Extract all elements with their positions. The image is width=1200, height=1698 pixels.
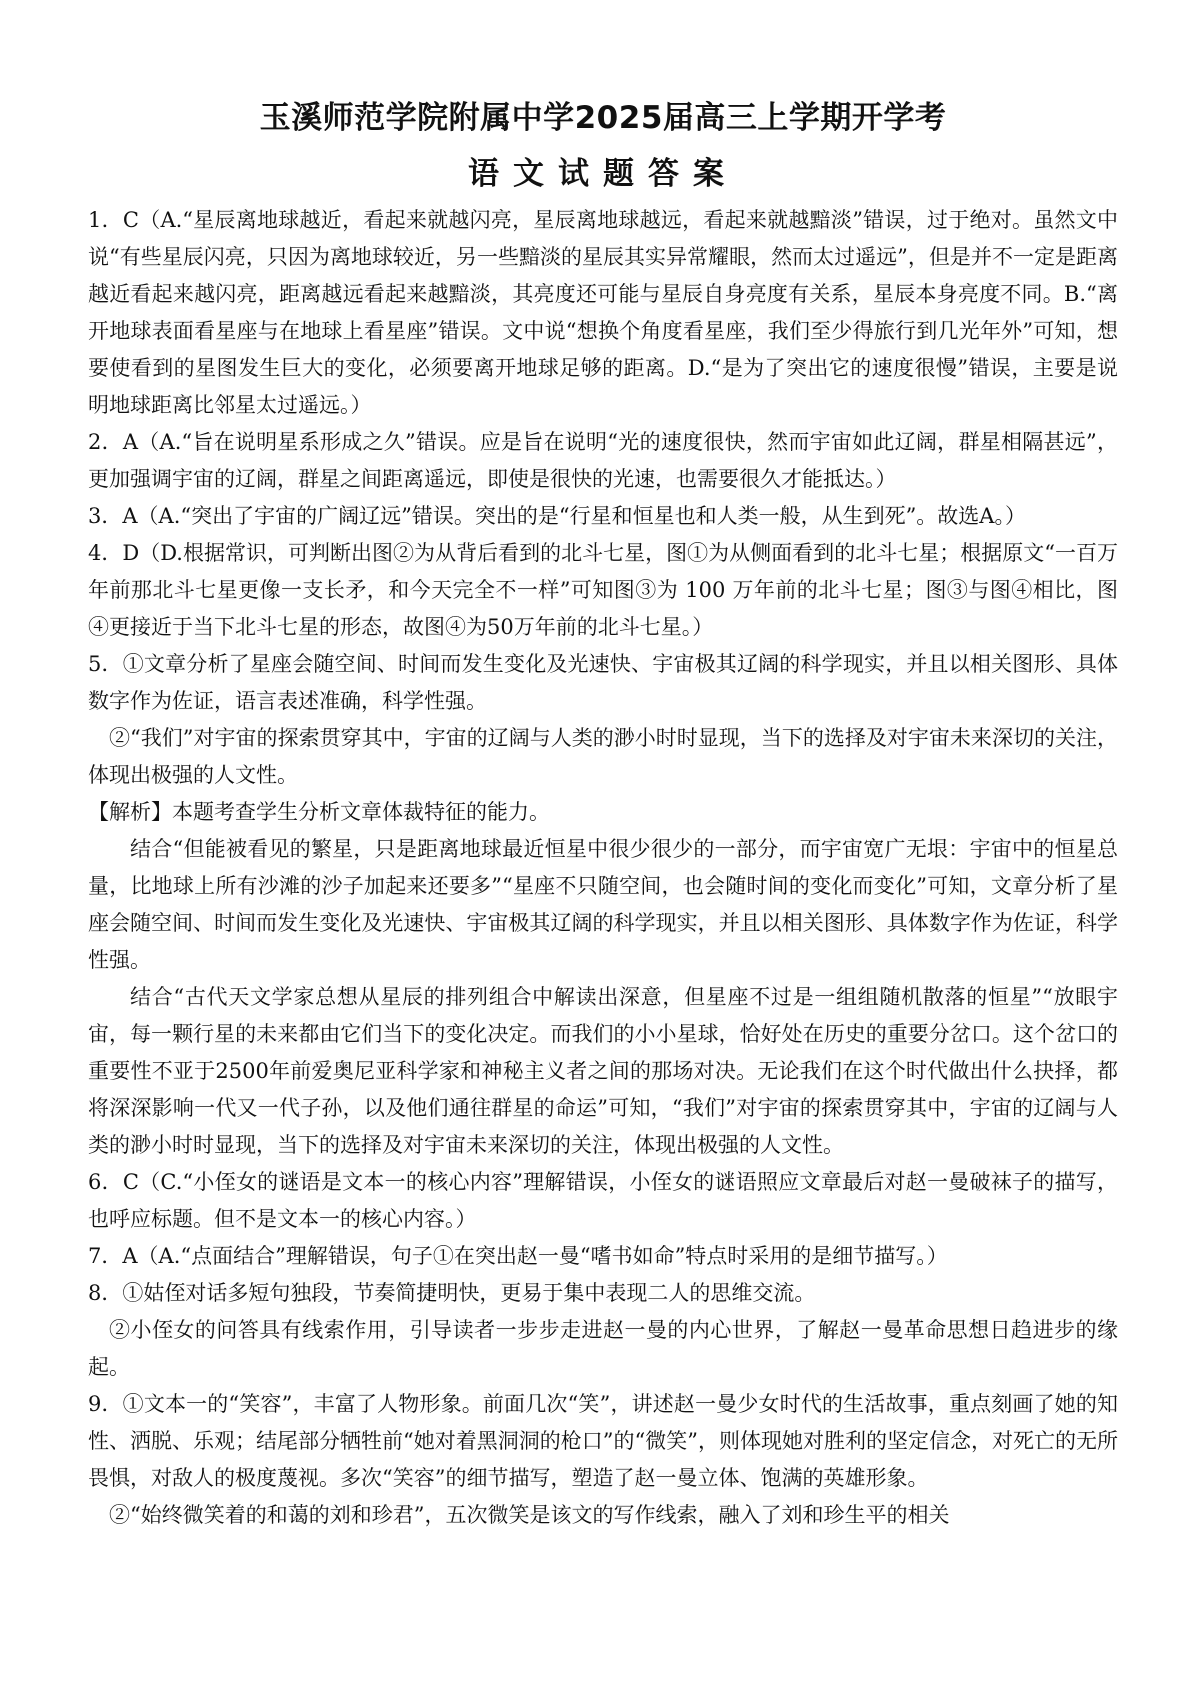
answer-5-analysis-paragraph-2: 结合“古代天文学家总想从星辰的排列组合中解读出深意，但星座不过是一组组随机散落的恒星”“放眼宇宙，每一颗行星的未来都由它们当下的变化决定。而我们的小小星球，恰好处在历史的重要分岔口。这个岔口的重要性不亚于2500年前爱奥尼亚科学家和神秘主义者之间的那场对决。无论我们在这个时代做出什么抉择，都将深深影响一代又一代子孙，以及他们通往群星的命运”可知，“我们”对宇宙的探索贯穿其中，宇宙的辽阔与人类的渺小时时显现，当下的选择及对宇宙未来深切的关注，体现出极强的人文性。 <box>88 985 1118 1157</box>
answer-5-point-2: ②“我们”对宇宙的探索贯穿其中，宇宙的辽阔与人类的渺小时时显现，当下的选择及对宇宙未来深切的关注，体现出极强的人文性。 <box>88 726 1118 787</box>
answer-5-point-1: 5．①文章分析了星座会随空间、时间而发生变化及光速快、宇宙极其辽阔的科学现实，并且以相关图形、具体数字作为佐证，语言表述准确，科学性强。 <box>88 652 1118 713</box>
answer-3: 3．A（A.“突出了宇宙的广阔辽远”错误。突出的是“行星和恒星也和人类一般，从生到死”。故选A。） <box>88 504 1026 528</box>
document-title: 玉溪师范学院附属中学2025届高三上学期开学考 <box>259 100 947 136</box>
document-subtitle: 语文试题答案 <box>468 156 738 192</box>
answer-5-analysis-heading: 【解析】本题考查学生分析文章体裁特征的能力。 <box>88 800 550 824</box>
answer-8-point-2: ②小侄女的问答具有线索作用，引导读者一步步走进赵一曼的内心世界，了解赵一曼革命思想日趋进步的缘起。 <box>88 1318 1118 1379</box>
answer-2: 2．A（A.“旨在说明星系形成之久”错误。应是旨在说明“光的速度很快，然而宇宙如此辽阔，群星相隔甚远”，更加强调宇宙的辽阔，群星之间距离遥远，即使是很快的光速，也需要很久才能抵达。） <box>88 430 1118 491</box>
answer-8-point-1: 8．①姑侄对话多短句独段，节奏简捷明快，更易于集中表现二人的思维交流。 <box>88 1281 816 1305</box>
answer-7: 7．A（A.“点面结合”理解错误，句子①在突出赵一曼“嗜书如命”特点时采用的是细节描写。） <box>88 1244 948 1268</box>
answer-5-analysis-paragraph-1: 结合“但能被看见的繁星，只是距离地球最近恒星中很少很少的一部分，而宇宙宽广无垠：宇宙中的恒星总量，比地球上所有沙滩的沙子加起来还要多”“星座不只随空间，也会随时间的变化而变化”可知，文章分析了星座会随空间、时间而发生变化及光速快、宇宙极其辽阔的科学现实，并且以相关图形、具体数字作为佐证，科学性强。 <box>88 837 1118 972</box>
answer-9-point-2: ②“始终微笑着的和蔼的刘和珍君”，五次微笑是该文的写作线索，融入了刘和珍生平的相关 <box>109 1503 950 1527</box>
answer-9-point-1: 9．①文本一的“笑容”，丰富了人物形象。前面几次“笑”，讲述赵一曼少女时代的生活故事，重点刻画了她的知性、洒脱、乐观；结尾部分牺牲前“她对着黑洞洞的枪口”的“微笑”，则体现她对胜利的坚定信念，对死亡的无所畏惧，对敌人的极度蔑视。多次“笑容”的细节描写，塑造了赵一曼立体、饱满的英雄形象。 <box>88 1392 1118 1490</box>
answer-1: 1．C（A.“星辰离地球越近，看起来就越闪亮，星辰离地球越远，看起来就越黯淡”错误，过于绝对。虽然文中说“有些星辰闪亮，只因为离地球较近，另一些黯淡的星辰其实异常耀眼，然而太过遥远”，但是并不一定是距离越近看起来越闪亮，距离越远看起来越黯淡，其亮度还可能与星辰自身亮度有关系，星辰本身亮度不同。B.“离开地球表面看星座与在地球上看星座”错误。文中说“想换个角度看星座，我们至少得旅行到几光年外”可知，想要使看到的星图发生巨大的变化，必须要离开地球足够的距离。D.“是为了突出它的速度很慢”错误，主要是说明地球距离比邻星太过遥远。） <box>88 208 1118 417</box>
answer-6: 6．C（C.“小侄女的谜语是文本一的核心内容”理解错误，小侄女的谜语照应文章最后对赵一曼破袜子的描写，也呼应标题。但不是文本一的核心内容。） <box>88 1170 1118 1231</box>
answer-sheet <box>88 96 1118 1534</box>
answer-4: 4．D（D.根据常识，可判断出图②为从背后看到的北斗七星，图①为从侧面看到的北斗七星；根据原文“一百万年前那北斗七星更像一支长矛，和今天完全不一样”可知图③为 100 万年前的北斗七星；图③与图④相比，图④更接近于当下北斗七星的形态，故图④为50万年前的北斗七星。） <box>88 541 1118 639</box>
